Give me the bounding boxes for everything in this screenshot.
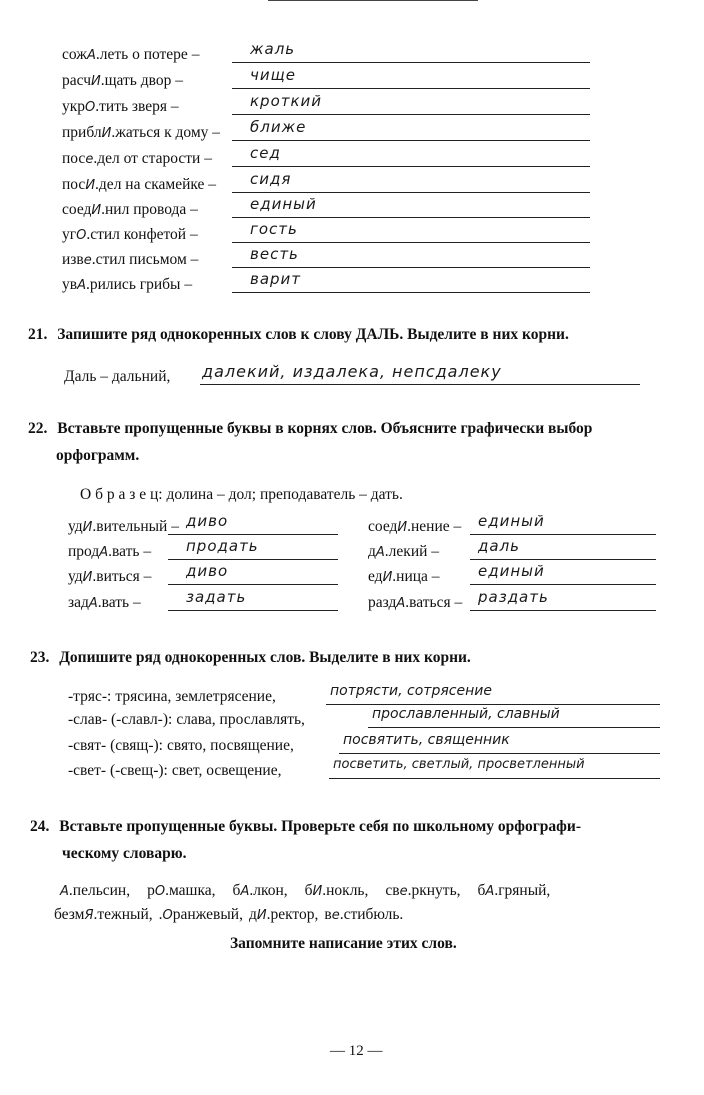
word-with-gap [62, 226, 198, 243]
word-rest: .леть о потере – [95, 46, 200, 63]
word-rest: .щать двор – [100, 72, 183, 89]
answer-line [232, 217, 590, 218]
word-rest: .рились грибы – [85, 276, 193, 293]
word-prefix: б [477, 882, 486, 899]
answer-line [470, 584, 656, 585]
answer-line [470, 534, 656, 535]
word-prefix: . [158, 906, 163, 923]
word-rest: .ркнуть, [407, 882, 461, 899]
handwritten-answer: единый [478, 562, 545, 580]
handwritten-answer: кроткий [250, 92, 323, 110]
word-with-gap [159, 906, 243, 923]
word-rest: .стил письмом – [91, 251, 199, 268]
handwritten-answer: чище [250, 66, 296, 84]
answer-line [232, 166, 590, 167]
answer-line [339, 753, 660, 754]
word-rest: ранжевый, [172, 906, 243, 923]
word-with-gap [54, 906, 153, 923]
answer-line [232, 88, 590, 89]
inserted-letter: А [240, 884, 250, 899]
word-with-gap [62, 124, 220, 141]
task-24-words-line2 [54, 906, 403, 924]
handwritten-answer: единый [478, 512, 545, 530]
word-with-gap [62, 72, 183, 89]
exercise-row [68, 594, 141, 612]
exercise-row [68, 543, 151, 561]
word-with-gap [324, 906, 403, 923]
word-with-gap [62, 150, 212, 167]
handwritten-answer: диво [186, 512, 229, 530]
word-prefix: соед [368, 518, 398, 535]
word-rest: .лекий – [384, 543, 440, 560]
word-prefix: соед [62, 201, 92, 218]
exercise-row [62, 176, 216, 194]
exercise-row [368, 518, 461, 536]
exercise-row [62, 276, 192, 294]
word-prefix: д [248, 906, 257, 923]
inserted-letter: И [312, 884, 323, 899]
word-rest: .пельсин, [68, 882, 131, 899]
word-with-gap [147, 882, 215, 899]
task-22-example [80, 486, 403, 504]
word-prefix: сож [62, 46, 87, 63]
example-words: свято, посвящение, [166, 737, 294, 754]
word-rest: .лкон, [249, 882, 288, 899]
word-with-gap [62, 251, 198, 268]
answer-line [232, 192, 590, 193]
word-with-gap [233, 882, 288, 899]
word-with-gap [385, 882, 460, 899]
word-with-gap [62, 46, 199, 63]
handwritten-answer: единый [250, 195, 317, 213]
handwritten-answer: сед [250, 144, 281, 162]
inserted-letter: е [83, 253, 92, 268]
word-prefix: уд [68, 518, 83, 535]
inserted-letter: А [77, 278, 86, 293]
inserted-letter: О [85, 100, 96, 115]
task-22-heading [28, 420, 592, 438]
exercise-row [68, 518, 179, 536]
word-prefix: зад [68, 594, 89, 611]
task-22-heading-cont: орфограмм. [56, 447, 140, 464]
word-with-gap [60, 882, 130, 899]
handwritten-answer: посветить, светлый, просветленный [333, 757, 585, 772]
exercise-row [68, 737, 294, 755]
handwritten-answer: ближе [250, 118, 307, 136]
exercise-row [68, 711, 305, 729]
word-prefix: р [147, 882, 155, 899]
handwritten-answer: посвятить, священник [343, 732, 510, 748]
example-text: долина – дол; преподаватель – дать. [166, 486, 403, 503]
handwritten-answer: весть [250, 245, 299, 263]
word-prefix: в [324, 906, 332, 923]
root-label: -слав- (-славл-): [68, 711, 173, 728]
word-with-gap [368, 518, 461, 535]
answer-line [200, 384, 640, 385]
handwritten-answer: варит [250, 270, 302, 288]
inserted-letter: Я [84, 908, 94, 923]
word-with-gap [305, 882, 369, 899]
word-rest: .ректор, [266, 906, 319, 923]
inserted-letter: А [99, 545, 109, 560]
inserted-letter: О [162, 908, 173, 923]
inserted-letter: И [382, 570, 393, 585]
inserted-letter: А [375, 545, 385, 560]
word-rest: .гряный, [494, 882, 551, 899]
inserted-letter: А [86, 48, 96, 63]
exercise-row [68, 568, 151, 586]
word-rest: .вать – [108, 543, 152, 560]
task-24-heading [30, 818, 581, 836]
task-23-heading [30, 649, 471, 667]
word-prefix: б [232, 882, 241, 899]
inserted-letter: е [85, 152, 94, 167]
exercise-row [62, 226, 198, 244]
inserted-letter: И [85, 178, 96, 193]
answer-line [232, 292, 590, 293]
exercise-row [68, 688, 276, 706]
word-prefix: безм [54, 906, 85, 923]
word-with-gap [68, 568, 151, 585]
task-24-footer: Запомните написание этих слов. [230, 935, 457, 952]
inserted-letter: А [396, 596, 406, 611]
page-number: — 12 — [330, 1043, 383, 1059]
word-with-gap [62, 176, 216, 193]
word-prefix: разд [368, 594, 397, 611]
root-label: -тряс-: [68, 688, 112, 705]
root-label: -свят- (свящ-): [68, 737, 163, 754]
word-rest: .стил конфетой – [86, 226, 198, 243]
inserted-letter: е [399, 884, 408, 899]
handwritten-answer: потрясти, сотрясение [330, 683, 492, 699]
handwritten-answer: сидя [250, 170, 292, 188]
word-prefix: ув [62, 276, 78, 293]
inserted-letter: И [91, 203, 102, 218]
word-with-gap [249, 906, 318, 923]
handwritten-answer: диво [186, 562, 229, 580]
word-prefix: ед [368, 568, 383, 585]
word-rest: .дел на скамейке – [95, 176, 217, 193]
task-text: Вставьте пропущенные буквы в корнях слов. Объясните графически выбор [57, 420, 593, 437]
answer-line [232, 62, 590, 63]
inserted-letter: И [82, 520, 93, 535]
word-prefix: расч [62, 72, 91, 89]
word-with-gap [68, 594, 141, 611]
word-with-gap [368, 543, 439, 560]
handwritten-answer: прославленный, славный [372, 706, 560, 722]
task-text: Запишите ряд однокоренных слов к слову ДАЛЬ. Выделите в них корни. [57, 326, 569, 343]
task-21-answer: далекий, издалека, непсдалеку [202, 362, 502, 381]
answer-line [168, 534, 338, 535]
task-24-words-line1 [60, 882, 550, 900]
task-text: Вставьте пропущенные буквы. Проверьте себя по школьному орфографи- [59, 818, 581, 835]
task-text: Допишите ряд однокоренных слов. Выделите в них корни. [59, 649, 471, 666]
word-rest: .нил провода – [101, 201, 198, 218]
word-prefix: пос [62, 150, 86, 167]
task-24-heading-cont: ческому словарю. [62, 845, 187, 862]
inserted-letter: И [256, 908, 267, 923]
word-prefix: св [385, 882, 400, 899]
word-with-gap [368, 594, 462, 611]
word-with-gap [68, 543, 151, 560]
answer-line [329, 778, 660, 779]
answer-line [168, 584, 338, 585]
exercise-row [62, 46, 199, 64]
word-prefix: прод [68, 543, 100, 560]
task-21-printed: Даль – дальний, [64, 368, 171, 385]
example-words: свет, освещение, [171, 762, 282, 779]
word-rest: .вительный – [92, 518, 179, 535]
task-number: 23. [30, 649, 50, 666]
word-rest: .жаться к дому – [111, 124, 221, 141]
word-prefix: д [368, 543, 376, 560]
inserted-letter: И [397, 520, 408, 535]
word-prefix: б [304, 882, 313, 899]
top-edge-line [268, 0, 478, 1]
word-rest: .вать – [97, 594, 141, 611]
word-with-gap [368, 568, 440, 585]
example-words: слава, прославлять, [176, 711, 305, 728]
task-number: 21. [28, 326, 48, 343]
inserted-letter: И [91, 74, 101, 89]
answer-line [168, 610, 338, 611]
inserted-letter: И [82, 570, 93, 585]
handwritten-answer: даль [478, 537, 520, 555]
answer-line [168, 559, 338, 560]
word-prefix: изв [62, 251, 84, 268]
word-rest: .тить зверя – [95, 98, 179, 115]
root-label: -свет- (-свещ-): [68, 762, 168, 779]
inserted-letter: О [154, 884, 166, 899]
exercise-row [68, 762, 281, 780]
answer-line [232, 140, 590, 141]
word-with-gap [62, 276, 192, 293]
word-with-gap [62, 98, 179, 115]
answer-line [368, 727, 660, 728]
inserted-letter: А [485, 884, 495, 899]
exercise-row [62, 150, 212, 168]
word-rest: .ваться – [405, 594, 463, 611]
exercise-row [368, 594, 462, 612]
task-number: 22. [28, 420, 48, 437]
word-prefix: укр [62, 98, 86, 115]
exercise-row [62, 124, 220, 142]
handwritten-answer: продать [186, 537, 259, 555]
word-rest: .нение – [407, 518, 462, 535]
handwritten-answer: задать [186, 588, 247, 606]
answer-line [232, 242, 590, 243]
handwritten-answer: гость [250, 220, 298, 238]
answer-line [232, 114, 590, 115]
word-with-gap [68, 518, 179, 535]
word-rest: .тежный, [93, 906, 153, 923]
task-21-heading [28, 326, 569, 344]
word-with-gap [62, 201, 198, 218]
word-rest: .нокль, [322, 882, 369, 899]
exercise-row [62, 201, 198, 219]
answer-line [470, 610, 656, 611]
exercise-row [368, 543, 439, 561]
answer-line [232, 267, 590, 268]
exercise-row [62, 251, 198, 269]
inserted-letter: А [88, 596, 98, 611]
word-prefix: прибл [62, 124, 102, 141]
answer-line [470, 559, 656, 560]
exercise-row [62, 98, 179, 116]
task-number: 24. [30, 818, 50, 835]
example-label: О б р а з е ц: [80, 486, 163, 503]
word-rest: .ница – [392, 568, 440, 585]
word-rest: .дел от старости – [93, 150, 212, 167]
word-rest: .виться – [92, 568, 152, 585]
word-prefix: уг [62, 226, 77, 243]
word-with-gap [478, 882, 551, 899]
word-prefix: уд [68, 568, 83, 585]
word-prefix: пос [62, 176, 86, 193]
handwritten-answer: жаль [250, 40, 296, 58]
exercise-row [368, 568, 440, 586]
inserted-letter: е [331, 908, 340, 923]
inserted-letter: А [60, 884, 69, 899]
word-rest: .машка, [165, 882, 216, 899]
exercise-row [62, 72, 183, 90]
word-rest: .стибюль. [339, 906, 404, 923]
handwritten-answer: раздать [478, 588, 549, 606]
answer-line [326, 704, 660, 705]
inserted-letter: И [101, 126, 112, 141]
example-words: трясина, землетрясение, [115, 688, 276, 705]
inserted-letter: О [76, 228, 87, 243]
